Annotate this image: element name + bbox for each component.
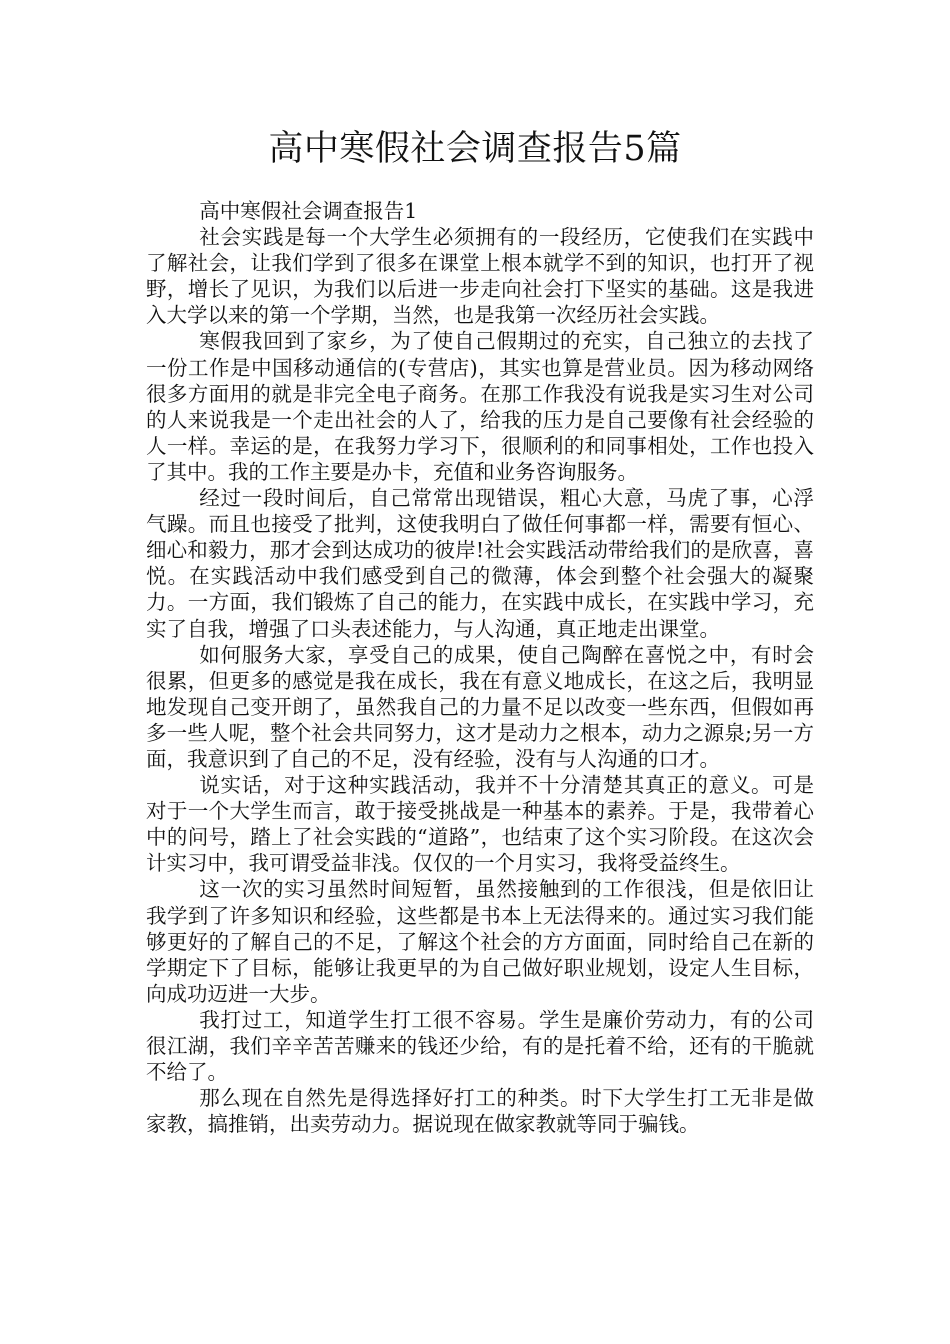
paragraph: 社会实践是每一个大学生必须拥有的一段经历，它使我们在实践中了解社会，让我们学到了很多在课堂上根本就学不到的知识，也打开了视野，增长了见识，为我们以后进一步走向社会打下坚实的基础。这是我进入大学以来的第一个学期，当然，也是我第一次经历社会实践。 [146,225,814,328]
paragraph: 经过一段时间后，自己常常出现错误，粗心大意，马虎了事，心浮气躁。而且也接受了批判，这使我明白了做任何事都一样，需要有恒心、细心和毅力，那才会到达成功的彼岸!社会实践活动带给我们的是欣喜，喜悦。在实践活动中我们感受到自己的微薄，体会到整个社会强大的凝聚力。一方面，我们锻炼了自己的能力，在实践中成长，在实践中学习，充实了自我，增强了口头表述能力，与人沟通，真正地走出课堂。 [146,486,814,641]
paragraph: 说实话，对于这种实践活动，我并不十分清楚其真正的意义。可是对于一个大学生而言，敢于接受挑战是一种基本的素养。于是，我带着心中的问号，踏上了社会实践的“道路”，也结束了这个实习阶段。在这次会计实习中，我可谓受益非浅。仅仅的一个月实习，我将受益终生。 [146,773,814,876]
paragraph: 我打过工，知道学生打工很不容易。学生是廉价劳动力，有的公司很江湖，我们辛辛苦苦赚来的钱还少给，有的是托着不给，还有的干脆就不给了。 [146,1007,814,1085]
paragraph: 那么现在自然先是得选择好打工的种类。时下大学生打工无非是做家教，搞推销，出卖劳动力。据说现在做家教就等同于骗钱。 [146,1086,814,1137]
document-body [146,198,814,1137]
paragraph: 这一次的实习虽然时间短暂，虽然接触到的工作很浅，但是依旧让我学到了许多知识和经验，这些都是书本上无法得来的。通过实习我们能够更好的了解自己的不足，了解这个社会的方方面面，同时给自己在新的学期定下了目标，能够让我更早的为自己做好职业规划，设定人生目标，向成功迈进一大步。 [146,877,814,1006]
document-title: 高中寒假社会调查报告5篇 [268,129,682,169]
paragraph: 如何服务大家，享受自己的成果，使自己陶醉在喜悦之中，有时会很累，但更多的感觉是我在成长，我在有意义地成长，在这之后，我明显地发现自己变开朗了，虽然我自己的力量不足以改变一些东西，但假如再多一些人呢，整个社会共同努力，这才是动力之根本，动力之源泉;另一方面，我意识到了自己的不足，没有经验，没有与人沟通的口才。 [146,642,814,771]
paragraph: 寒假我回到了家乡，为了使自己假期过的充实，自己独立的去找了一份工作是中国移动通信的(专营店)，其实也算是营业员。因为移动网络很多方面用的就是非完全电子商务。在那工作我没有说我是实习生对公司的人来说我是一个走出社会的人了，给我的压力是自己要像有社会经验的人一样。幸运的是，在我努力学习下，很顺利的和同事相处，工作也投入了其中。我的工作主要是办卡，充值和业务咨询服务。 [146,329,814,484]
section-heading: 高中寒假社会调查报告1 [199,199,418,223]
